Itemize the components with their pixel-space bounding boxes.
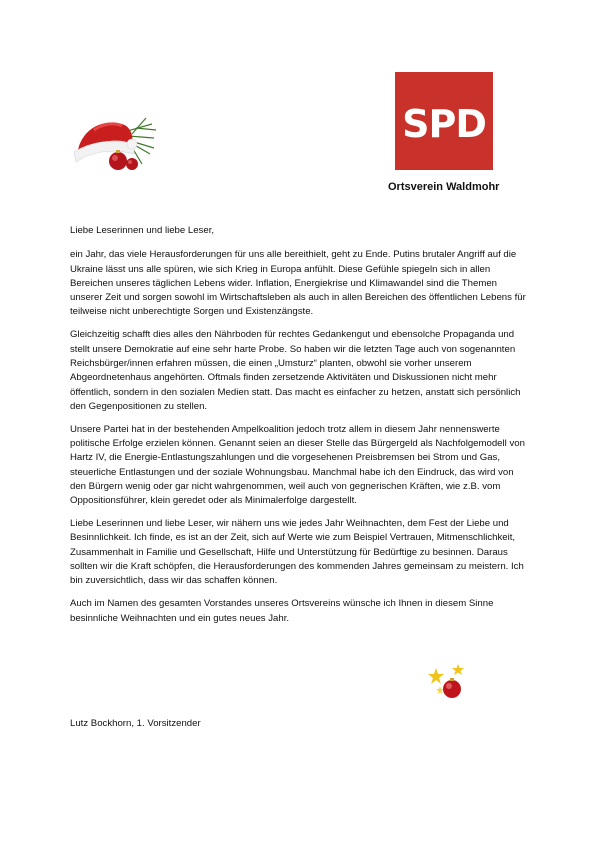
paragraph: ein Jahr, das viele Herausforderungen für uns alle bereithielt, geht zu Ende. Putins brutaler Angriff auf die Ukraine lässt uns alle spüren, wie sich Krieg in Europa anfühlt. Diese Gefühle spiegeln sich in allen Bereichen unseres täglichen Lebens wider. Inflation, Energiekrise und Klimawandel sind die Themen unserer Zeit und sorgen sowohl im Wirtschaftsleben als auch in allen Bereichen des öffentlichen Lebens für teilweise nicht unberechtigte Sorgen und Existenzängste. [70, 249, 526, 318]
spd-logo [395, 72, 493, 170]
signature: Lutz Bockhorn, 1. Vorsitzender [70, 718, 201, 729]
logo-text: SPD [402, 102, 486, 146]
org-name: Ortsverein Waldmohr [388, 181, 500, 193]
paragraph: Liebe Leserinnen und liebe Leser, wir nähern uns wie jedes Jahr Weihnachten, dem Fest der Liebe und Besinnlichkeit. Ich finde, es ist an der Zeit, sich auf Werte wie zum Beispiel Vertrauen, Mitmenschlichkeit, Zusammenhalt in Familie und Gesellschaft, Hilfe und Unterstützung für Bedürftige zu besinnen. Daraus sollten wir die Kraft schöpfen, die Herausforderungen des kommenden Jahres gemeinsam zu meistern. Ich bin zuversichtlich, dass wir das schaffen können. [70, 518, 524, 587]
salutation: Liebe Leserinnen und liebe Leser, [70, 225, 215, 236]
letter-body [70, 224, 530, 634]
paragraph: Unsere Partei hat in der bestehenden Ampelkoalition jedoch trotz allem in diesem Jahr nennenswerte politische Erfolge erzielen können. Genannt seien an dieser Stelle das Bürgergeld als Nachfolgemodell von Hartz IV, die Energie-Entlastungszahlungen und die vorgesehenen Preisbremsen bei Strom und Gas, steuerliche Entlastungen und der soziale Wohnungsbau. Manchmal habe ich den Eindruck, das wird von den Bürgern wenig oder gar nicht wahrgenommen, weil auch von gegnerischen Kräften, wie z.B. vom Oppositionsführer, klein geredet oder als Minimalerfolge dargestellt. [70, 423, 525, 507]
santa-hat-ornament-icon [72, 114, 156, 174]
paragraph: Auch im Namen des gesamten Vorstandes unseres Ortsvereins wünsche ich Ihnen in diesem Sinne besinnliche Weihnachten und ein gutes neues Jahr. [70, 598, 494, 624]
star-ornament-icon [428, 662, 468, 702]
paragraph: Gleichzeitig schafft dies alles den Nährboden für rechtes Gedankengut und ebensolche Propaganda und stellt unsere Demokratie auf eine sehr harte Probe. So haben wir die letzten Tage auch von sogenannten Reichsbürger/innen erfahren müssen, die einen „Umsturz“ planten, obwohl sie vorher unserem Abgeordnetenhaus angehörten. Oftmals finden zersetzende Aktivitäten und Diskussionen nicht mehr öffentlich, sondern in den sozialen Medien statt. Das macht es einfacher zu hetzen, anstatt sich persönlich den Gegenpositionen zu stellen. [70, 329, 521, 412]
